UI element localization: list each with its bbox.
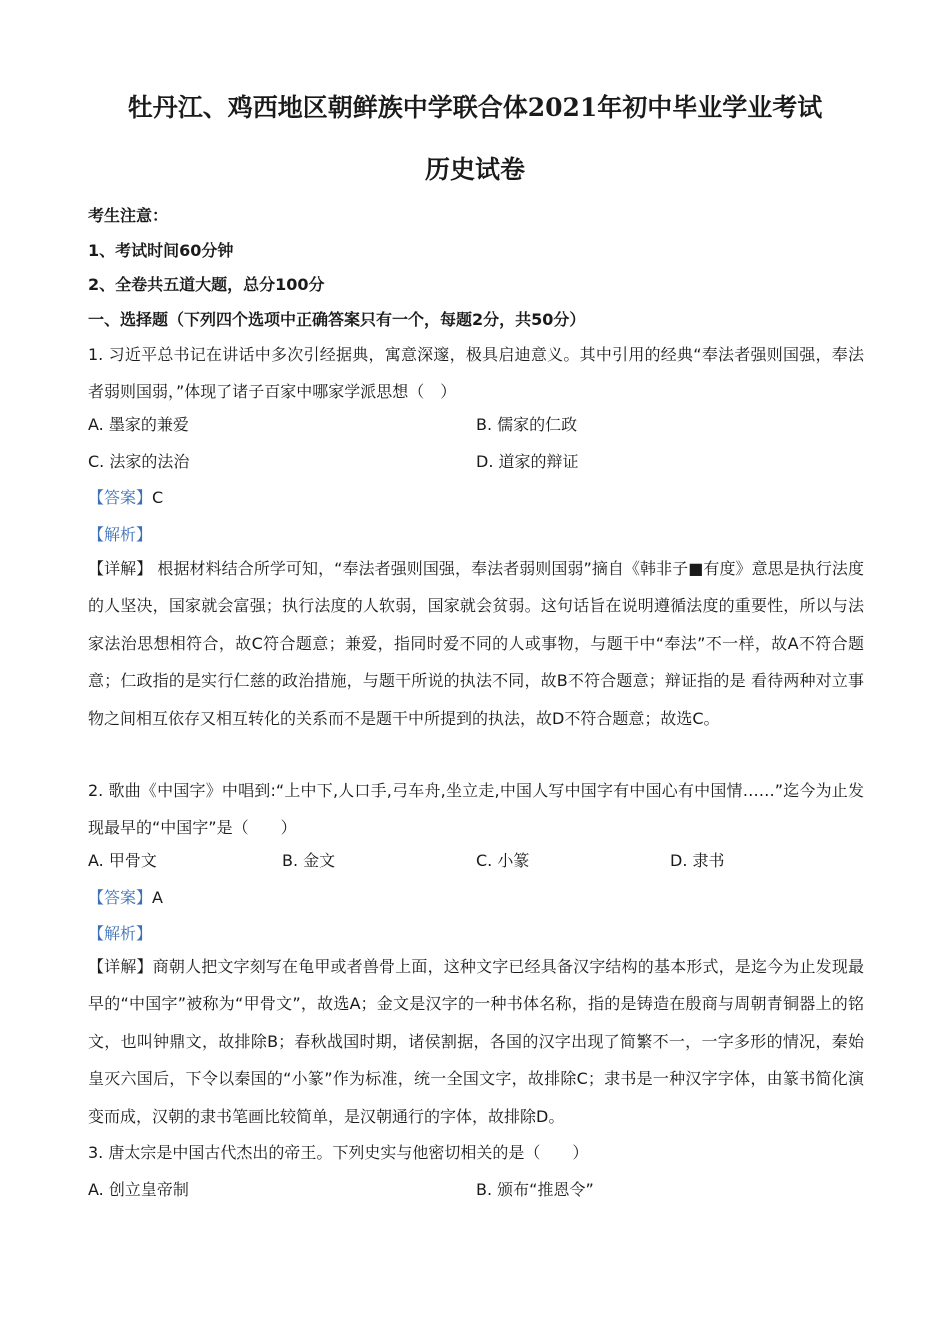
question-2-option-a: A. 甲骨文 <box>88 851 157 870</box>
notice-heading: 考生注意： <box>88 206 169 225</box>
notice-item-score: 2、全卷共五道大题，总分100分 <box>88 275 325 294</box>
question-1-option-c: C. 法家的法治 <box>88 452 190 471</box>
question-3-option-a: A. 创立皇帝制 <box>88 1180 189 1199</box>
question-2-analysis-label: 【解析】 <box>88 924 153 943</box>
exam-subtitle: 历史试卷 <box>424 155 525 184</box>
question-3-stem: 3. 唐太宗是中国古代杰出的帝王。下列史实与他密切相关的是（ ） <box>88 1143 589 1162</box>
answer-value: C <box>152 488 164 507</box>
section-heading: 一、选择题（下列四个选项中正确答案只有一个，每题2分，共50分） <box>88 310 586 329</box>
question-2-option-b: B. 金文 <box>282 851 336 870</box>
question-2-option-d: D. 隶书 <box>670 851 725 870</box>
question-1-stem: 1. 习近平总书记在讲话中多次引经据典，寓意深邃，极具启迪意义。其中引用的经典“奉法者强则国强，奉法者弱则国弱，”体现了诸子百家中哪家学派思想（ ） <box>88 345 864 402</box>
notice-item-time: 1、考试时间60分钟 <box>88 241 234 260</box>
question-2-stem: 2. 歌曲《中国字》中唱到:“上中下,人口手,弓车舟,坐立走,中国人写中国字有中国心有中国情……”迄今为止发现最早的“中国字”是（ ） <box>88 781 864 838</box>
question-2-detail: 【详解】商朝人把文字刻写在龟甲或者兽骨上面，这种文字已经具备汉字结构的基本形式，是迄今为止发现最早的“中国字”被称为“甲骨文”，故选A；金文是汉字的一种书体名称，指的是铸造在殷商与周朝青铜器上的铭文，也叫钟鼎文，故排除B；春秋战国时期，诸侯割据，各国的汉字出现了简繁不一，一字多形的情况，秦始皇灭六国后，下令以秦国的“小篆”作为标准，统一全国文字，故排除C；隶书是一种汉字字体，由篆书简化演变而成，汉朝的隶书笔画比较简单，是汉朝通行的字体，故排除D。 <box>88 957 864 1126</box>
question-1-option-d: D. 道家的辩证 <box>476 452 579 471</box>
question-3-option-b: B. 颁布“推恩令” <box>476 1180 594 1199</box>
question-1-answer <box>88 488 163 508</box>
question-2-option-c: C. 小篆 <box>476 851 530 870</box>
answer-label: 【答案】 <box>88 488 153 507</box>
question-1-option-a: A. 墨家的兼爱 <box>88 415 189 434</box>
question-1-analysis-label: 【解析】 <box>88 525 153 544</box>
question-2-answer <box>88 888 163 908</box>
question-1-detail: 【详解】 根据材料结合所学可知，“奉法者强则国强，奉法者弱则国弱”摘自《韩非子■有度》意思是执行法度的人坚决，国家就会富强；执行法度的人软弱，国家就会贫弱。这句话旨在说明遵循法度的重要性，所以与法家法治思想相符合，故C符合题意；兼爱，指同时爱不同的人或事物，与题干中“奉法”不一样，故A不符合题意；仁政指的是实行仁慈的政治措施，与题干所说的执法不同，故B不符合题意；辩证指的是 看待两种对立事物之间相互依存又相互转化的关系而不是题干中所提到的执法，故D不符合题意；故选C。 <box>88 559 864 728</box>
question-1-option-b: B. 儒家的仁政 <box>476 415 578 434</box>
answer-value: A <box>152 888 163 907</box>
exam-title: 牡丹江、鸡西地区朝鲜族中学联合体2021年初中毕业学业考试 <box>127 93 823 122</box>
answer-label: 【答案】 <box>88 888 153 907</box>
